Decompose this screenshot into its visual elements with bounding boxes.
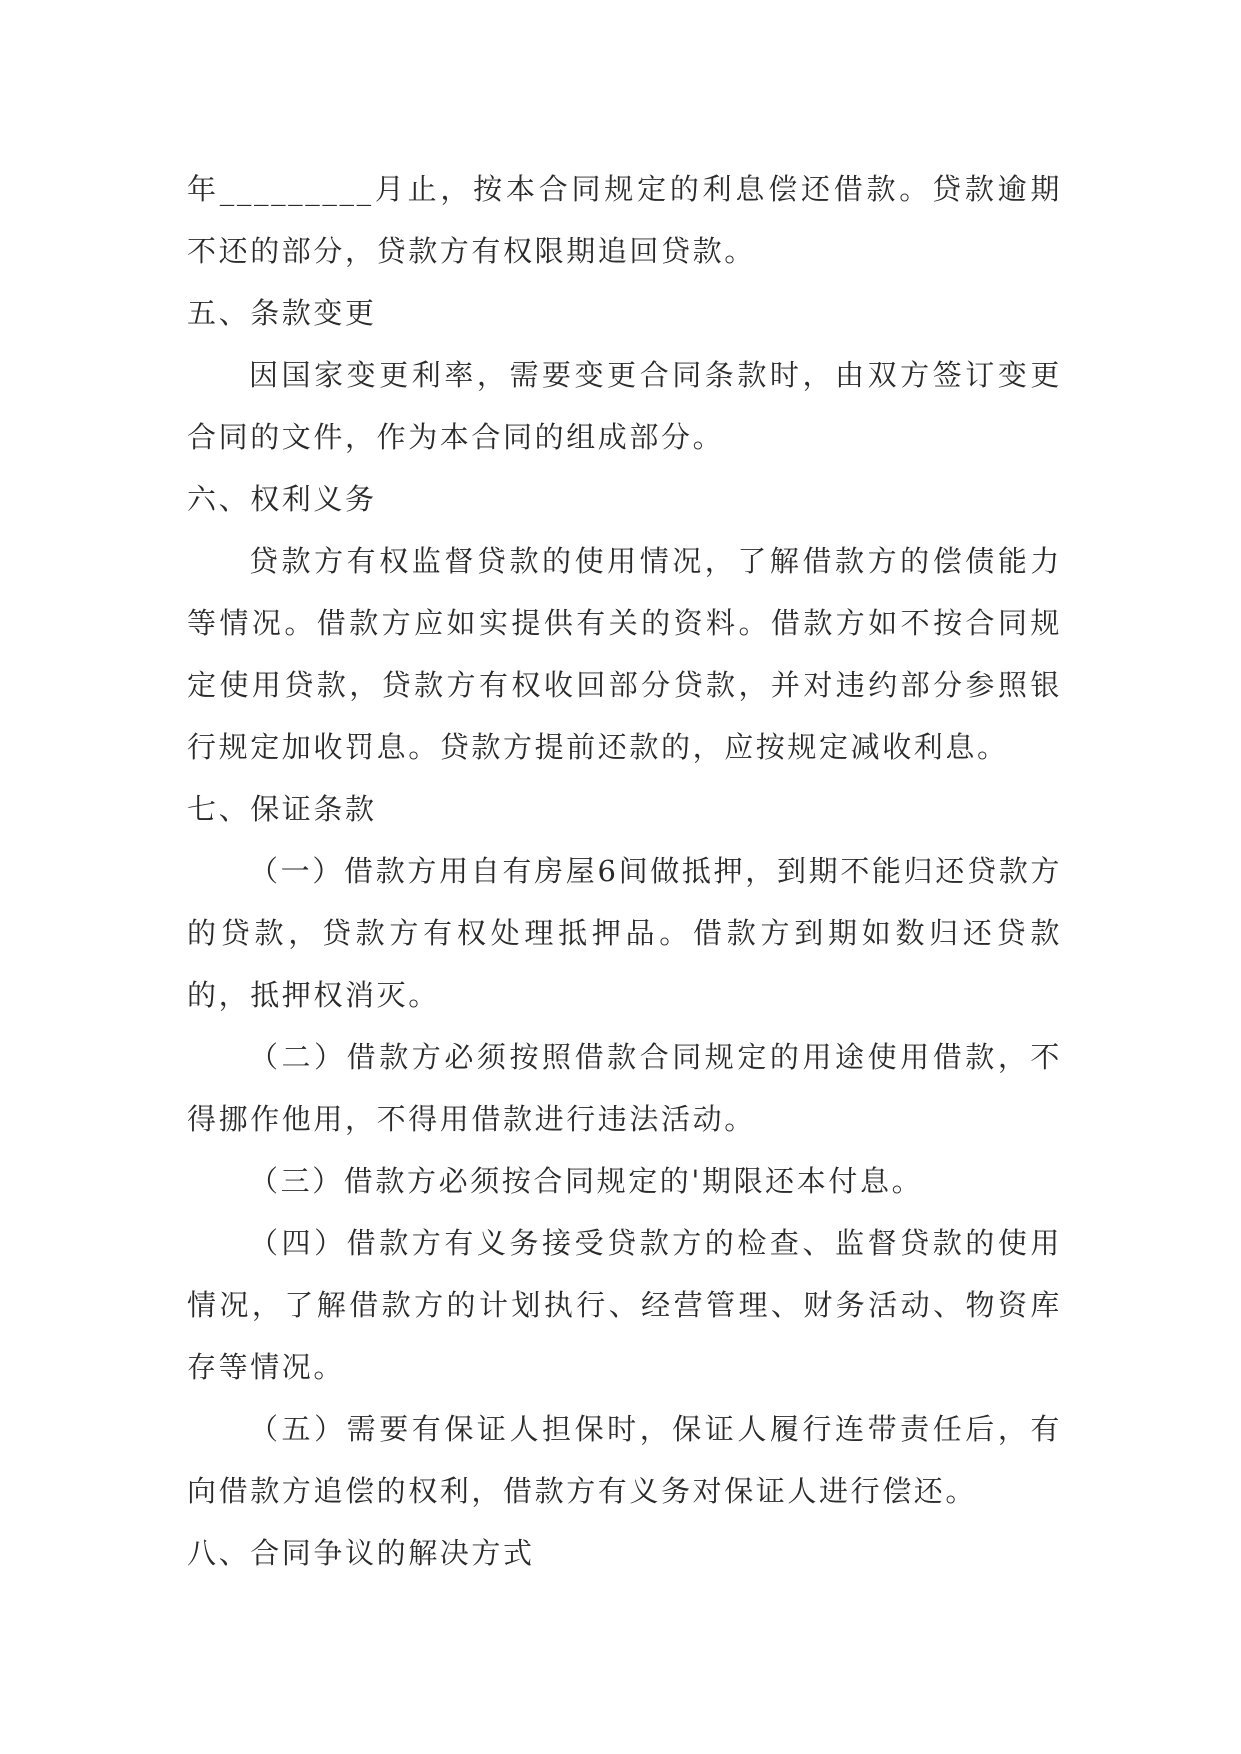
section-heading-guarantee-terms: 七、保证条款 <box>187 792 377 826</box>
paragraph-loan-repayment-continued: 年_________月止，按本合同规定的利息偿还借款。贷款逾期不还的部分，贷款方有权限期追回贷款。 <box>187 172 1062 268</box>
section-heading-rights-obligations: 六、权利义务 <box>187 482 377 516</box>
section-heading-dispute-resolution: 八、合同争议的解决方式 <box>187 1536 535 1570</box>
section-heading-terms-change: 五、条款变更 <box>187 296 377 330</box>
paragraph-terms-change: 因国家变更利率，需要变更合同条款时，由双方签订变更合同的文件，作为本合同的组成部分。 <box>187 358 1062 454</box>
paragraph-guarantee-4: （四）借款方有义务接受贷款方的检查、监督贷款的使用情况，了解借款方的计划执行、经营管理、财务活动、物资库存等情况。 <box>187 1226 1062 1384</box>
document-body <box>187 158 1062 1584</box>
paragraph-guarantee-2: （二）借款方必须按照借款合同规定的用途使用借款，不得挪作他用，不得用借款进行违法活动。 <box>187 1040 1062 1136</box>
paragraph-guarantee-1: （一）借款方用自有房屋6间做抵押，到期不能归还贷款方的贷款，贷款方有权处理抵押品。借款方到期如数归还贷款的，抵押权消灭。 <box>187 854 1062 1012</box>
paragraph-guarantee-3: （三）借款方必须按合同规定的'期限还本付息。 <box>249 1164 924 1198</box>
paragraph-guarantee-5: （五）需要有保证人担保时，保证人履行连带责任后，有向借款方追偿的权利，借款方有义务对保证人进行偿还。 <box>187 1412 1062 1508</box>
paragraph-rights-obligations: 贷款方有权监督贷款的使用情况，了解借款方的偿债能力等情况。借款方应如实提供有关的资料。借款方如不按合同规定使用贷款，贷款方有权收回部分贷款，并对违约部分参照银行规定加收罚息。贷款方提前还款的，应按规定减收利息。 <box>187 544 1062 764</box>
